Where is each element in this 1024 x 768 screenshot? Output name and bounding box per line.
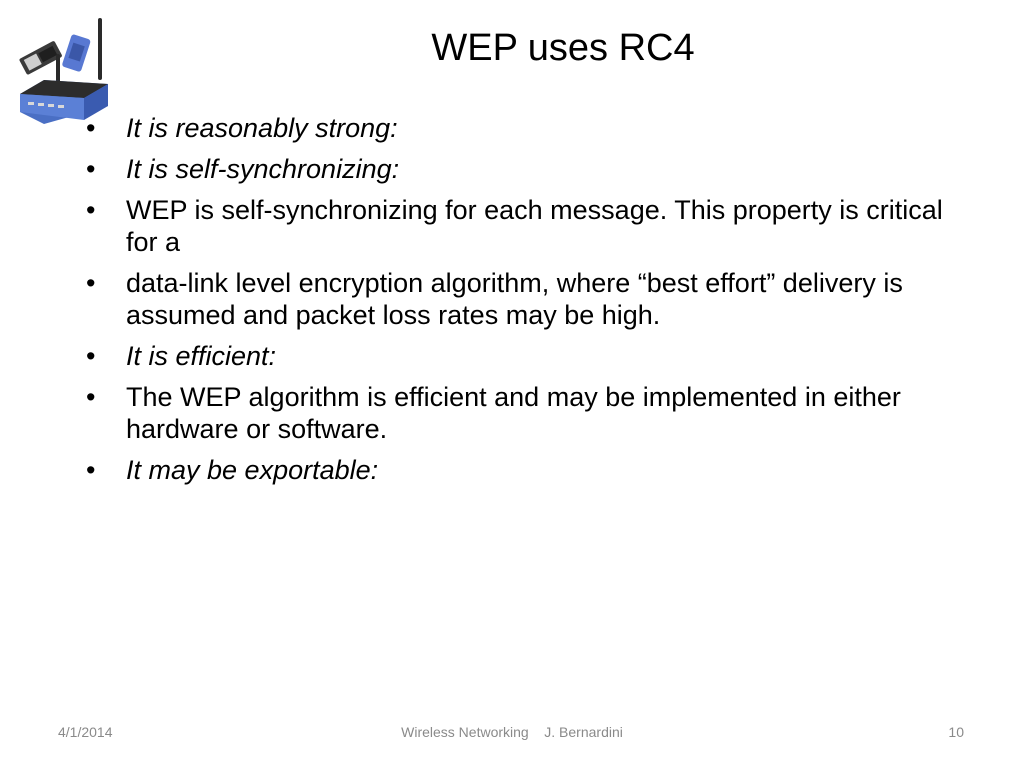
bullet-text: WEP is self-synchronizing for each message. This property is critical for a [126,195,943,257]
bullet-item [84,194,964,258]
bullet-item [84,454,964,486]
bullet-item [84,112,964,144]
bullet-text: data-link level encryption algorithm, where “best effort” delivery is assumed and packet loss rates may be high. [126,268,903,330]
bullet-item [84,153,964,185]
footer-date: 4/1/2014 [58,724,113,740]
bullet-dot-icon: • [86,154,96,184]
footer-presenter: Wireless Networking J. Bernardini [401,724,623,740]
bullet-list [84,112,964,495]
bullet-dot-icon: • [86,268,96,298]
bullet-dot-icon: • [86,113,96,143]
bullet-dot-icon: • [86,341,96,371]
bullet-text: It is efficient: [126,341,277,371]
bullet-dot-icon: • [86,382,96,412]
bullet-text: It may be exportable: [126,455,379,485]
bullet-item [84,340,964,372]
bullet-text: The WEP algorithm is efficient and may be implemented in either hardware or software. [126,382,901,444]
slide-title: WEP uses RC4 [431,27,695,69]
bullet-item [84,381,964,445]
bullet-text: It is reasonably strong: [126,113,398,143]
bullet-item [84,267,964,331]
bullet-dot-icon: • [86,195,96,225]
bullet-dot-icon: • [86,455,96,485]
footer-page-number: 10 [948,724,964,740]
wireless-router-and-card-icon [14,14,114,126]
bullet-text: It is self-synchronizing: [126,154,400,184]
